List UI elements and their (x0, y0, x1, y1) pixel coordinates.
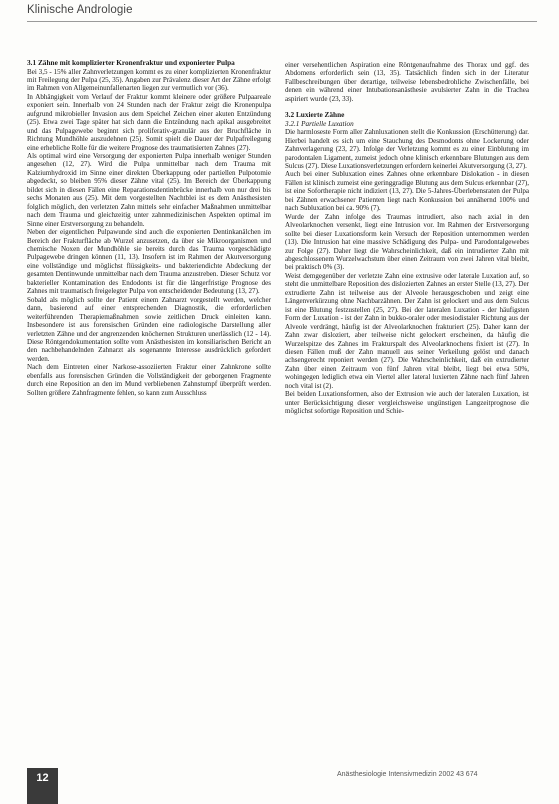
page-number: 12 (36, 772, 49, 784)
paragraph: Nach dem Eintreten einer Narkose-assoziierten Fraktur einer Zahnkrone sollte ebenfalls aus forensischen Gründen die Vollständigkeit der geborgenen Fragmente durch eine Reposition an den im Mund verbliebenen Zahnstumpf überprüft werden. Sollten größere Zahnfragmente fehlen, so kann zum Ausschluss (27, 363, 271, 397)
journal-footer: Anästhesiologie Intensivmedizin 2002 43 674 (337, 771, 478, 778)
page-number-box (27, 768, 58, 804)
right-column (285, 61, 529, 416)
paragraph: Neben der eigentlichen Pulpawunde sind auch die exponierten Dentinkanälchen im Bereich der Frakturfläche ab Wurzel anzusetzen, da über sie Mikroorganismen und chemische Noxen der Mundhöhle sie bereits durch das Trauma vorgeschädigte Pulpagewebe dringen können (11, 13). Insofern ist im Rahmen der Akutversorgung eine vollständige und möglichst flüssigkeits- und bakteriendichte Abdeckung der gesamten Dentinwunde unmittelbar nach dem Trauma anzustreben. Dieser Schutz vor bakterieller Kontamination des Endodonts ist für die längerfristige Prognose des Zahnes mit traumatisch freigelegter Pulpa von entscheidender Bedeutung (13, 27). (27, 228, 271, 296)
left-column (27, 59, 271, 397)
paragraph: Auch bei einer Subluxation eines Zahnes ohne erkennbare Dislokation - in diesen Fällen ist klinisch zumeist eine geringgradige Blutung aus dem Sulcus erkennbar (27), ist eine Sofortherapie nicht indiziert (13, 27). Die 5-Jahres-Überlebensraten der Pulpa bei Zähnen erwachsener Patienten liegt nach Konkussion bei annähernd 100% und nach Subluxation bei ca. 90% (7). (285, 170, 529, 213)
paragraph: Wurde der Zahn infolge des Traumas intrudiert, also nach axial in den Alveolarknochen versenkt, liegt eine Intrusion vor. Im Rahmen der Erstversorgung sollte bei dieser Luxationsform kein Versuch der Reposition unternommen werden (13). Die Intrusion hat eine massive Schädigung des Pulpa- und Parodontalgewebes zur Folge (27). Daher liegt die Wahrscheinlichkeit, daß ein intrudierter Zahn mit abgeschlossenem Wurzelwachstum über einen Zeitraum von zwei Jahren vital bleibt, bei praktisch 0% (3). (285, 212, 529, 272)
paragraph: Weist demgegenüber der verletzte Zahn eine extrusive oder laterale Luxation auf, so steht die unmittelbare Reposition des dislozierten Zahnes an erster Stelle (13, 27). Der extrudierte Zahn ist teilweise aus der Alveole herausgeschoben und zeigt eine Längenverkürzung ohne Nachbarzähnen. Der Zahn ist gelockert und aus dem Sulcus ist eine Blutung festzustellen (25, 27). Bei der lateralen Luxation - der häufigsten Form der Luxation - ist der Zahn in bukko-oraler oder mesiodistaler Richtung aus der Alveole verdrängt, häufig ist der Alveolarknochen frakturiert (25). Daher kann der Zahn zwar disloziert, aber teilweise nicht gelockert erscheinen, da häufig die Wurzelspitze des Zahnes im Frakturspalt des Alveolarknochens fixiert ist (27). In diesen Fällen muß der Zahn manuell aus seiner Verkeilung gelöst und danach achsengerecht reponiert werden (27). Die Wahrscheinlichkeit, daß ein extrudierter Zahn über einen Zeitraum von fünf Jahren vital bleibt, liegt bei etwa 50%, wohingegen lediglich etwa ein Viertel aller lateral luxierten Zähne nach fünf Jahren noch vital ist (2). (285, 271, 529, 390)
running-title: Klinische Andrologie (27, 4, 133, 16)
paragraph: Sobald als möglich sollte der Patient einem Zahnarzt vorgestellt werden, welcher dann, basierend auf einer entsprechenden Diagnostik, die erforderlichen weiterführenden Therapiemaßnahmen sowie zeitlichen Druck einleiten kann. Insbesondere ist aus forensischen Gründen eine radiologische Darstellung aller verletzten Zähne und der angrenzenden knöchernen Strukturen unerlässlich (12 - 14). Diese Röntgendokumentation sollte vom Anästhesisten im konsiliarischen Bericht an den nachbehandelnden Zahnarzt als sogenannte Interesse ausdrücklich gefordert werden. (27, 295, 271, 363)
paragraph: einer versehentlichen Aspiration eine Röntgenaufnahme des Thorax und ggf. des Abdomens erforderlich sein (13, 35). Tatsächlich finden sich in der Literatur Fallbeschreibungen über derartige, teilweise lebensbedrohliche Zwischenfälle, bei denen ein während einer Intubationsanästhesie avulsierter Zahn in die Trachea aspiriert wurde (23, 33). (285, 61, 529, 103)
paragraph: In Abhängigkeit vom Verlauf der Fraktur kommt kleinere oder größere Pulpaareale exponiert sein. Innerhalb von 24 Stunden nach der Fraktur zeigt die Kronenpulpa aufgrund mikrobieller Invasion aus dem Speichel Zeichen einer akuten Entzündung (25). Etwa zwei Tage später hat sich dann die Entzündung nach apikal ausgebreitet und das Pulpagewebe beginnt sich proliferativ-granulär aus der Bruchfläche in Richtung Mundhöhle auszudehnen (25). Somit spielt die Dauer der Pulpafreilegung eine erhebliche Rolle für die weitere Prognose des traumatisierten Zahnes (27). (27, 92, 271, 152)
header-rule (27, 21, 537, 22)
paragraph: Als optimal wird eine Versorgung der exponierten Pulpa innerhalb weniger Stunden angesehen (12, 27). Wird die Pulpa unmittelbar nach dem Trauma mit Kalziumhydroxid im Sinne einer direkten Überkappung oder partiellen Pulpotomie abgedeckt, so bleiben 95% dieser Zähne vital (25). Im Bereich der Überkappung bildet sich in diesen Fällen eine Reparationsdentinbrücke innerhalb von nur drei bis sechs Monaten aus (25). Mit dem vorgestellten Nachtblei ist es dem Anästhesisten folglich möglich, den verletzten Zahn mittels sehr einfacher Maßnahmen unmittelbar nach dem Trauma und gleichzeitig unter zahnmedizinischen Aspekten optimal im Sinne einer Erstversorgung zu behandeln. (27, 152, 271, 228)
section-heading-3-1: 3.1 Zähne mit komplizierter Kronenfraktur und exponierter Pulpa (27, 58, 235, 67)
section-heading-3-2: 3.2 Luxierte Zähne (285, 110, 345, 120)
subsection-heading-3-2-1: 3.2.1 Partielle Luxation (285, 119, 354, 128)
paragraph: Bei 3,5 - 15% aller Zahnverletzungen kommt es zu einer komplizierten Kronenfraktur mit Freilegung der Pulpa (25, 35). Angaben zur Prävalenz dieser Art der Zähne erfolgt im Rahmen von Allgemeinunfallenarten liegen zur vermutlich vor (36). (27, 67, 271, 93)
paragraph: Die harmloseste Form aller Zahnluxationen stellt die Konkussion (Erschütterung) dar. Hierbei handelt es sich um eine Stauchung des Desmodonts ohne Lockerung oder Zahnverlagerung (23, 27). Infolge der Verletzung kommt es zu einer Einblutung im parodontalen Ligament, zumeist jedoch ohne klinisch erkennbare Blutungen aus dem Sulcus (27). Diese Luxationsverletzungen erfordern keinerlei Akutversorgung (3, 27). (285, 128, 529, 170)
paragraph: Bei beiden Luxationsformen, also der Extrusion wie auch der lateralen Luxation, ist unter Berücksichtigung dieser vergleichsweise ungünstigen Langzeitprognose die möglichst sofortige Reposition und Schie- (285, 390, 529, 416)
